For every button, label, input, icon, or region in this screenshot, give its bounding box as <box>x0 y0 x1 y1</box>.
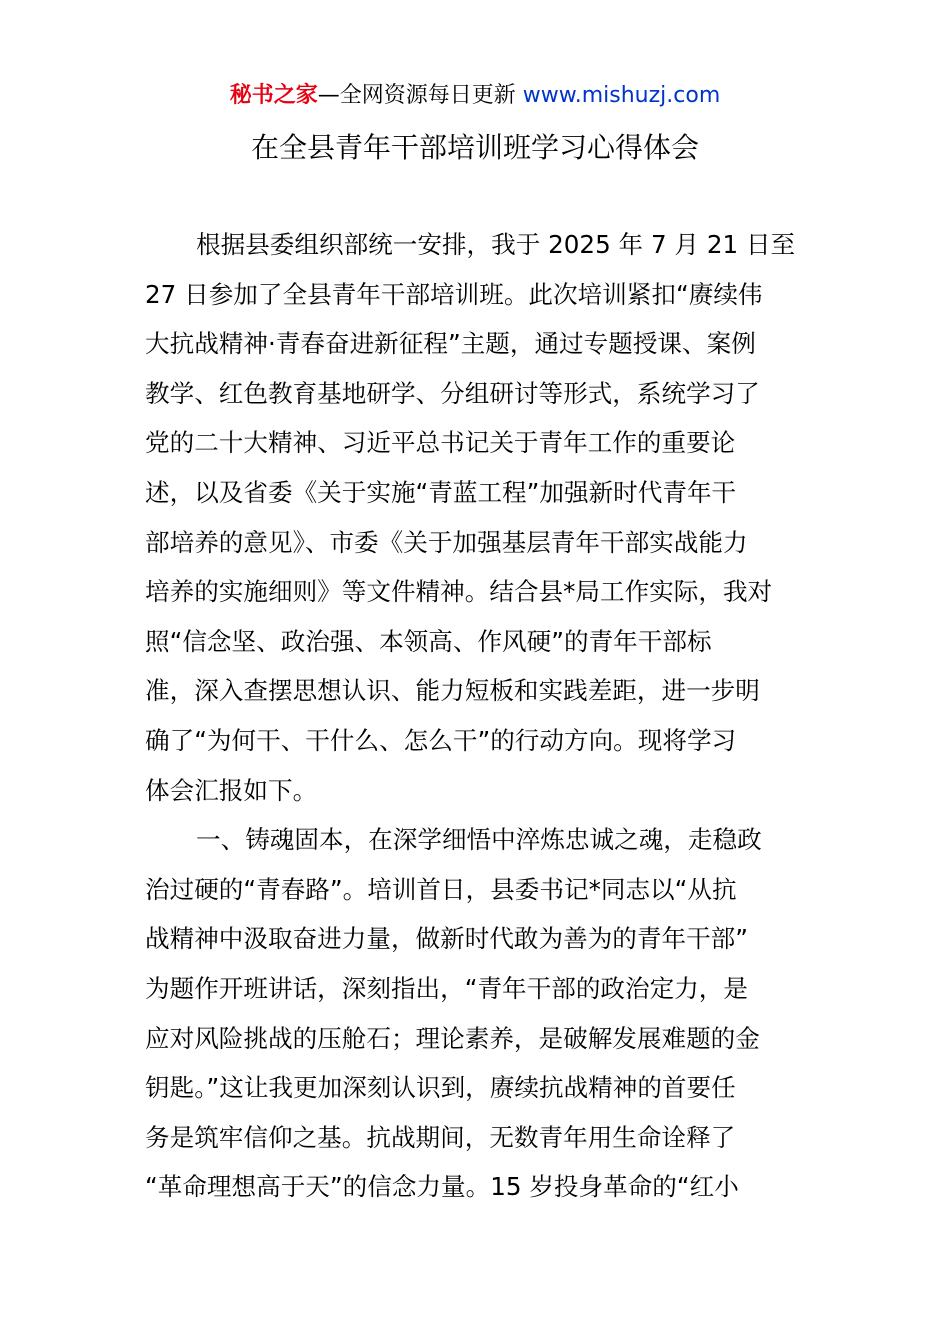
paragraph-line: 务是筑牢信仰之基。抗战期间，无数青年用生命诠释了 <box>145 1122 736 1152</box>
document-body <box>145 225 807 1217</box>
paragraph-line: 为题作开班讲话，深刻指出，“青年干部的政治定力，是 <box>145 973 748 1003</box>
paragraph-line: 确了“为何干、干什么、怎么干”的行动方向。现将学习 <box>145 725 737 755</box>
paragraph-line: 战精神中汲取奋进力量，做新时代敢为善为的青年干部” <box>145 924 748 954</box>
paragraph-line: 照“信念坚、政治强、本领高、作风硬”的青年干部标 <box>145 626 712 656</box>
paragraph-line: 党的二十大精神、习近平总书记关于青年工作的重要论 <box>145 428 736 458</box>
site-url-link[interactable]: www.mishuzj.com <box>522 83 721 108</box>
paragraph-line: 教学、红色教育基地研学、分组研讨等形式，系统学习了 <box>145 378 760 408</box>
paragraph-intro <box>145 225 807 820</box>
site-header <box>0 80 950 112</box>
paragraph-line: 应对风险挑战的压舱石；理论素养，是破解发展难题的金 <box>145 1023 760 1053</box>
paragraph-line: 培养的实施细则》等文件精神。结合县*局工作实际，我对 <box>145 577 773 607</box>
brand-name: 秘书之家 <box>229 83 318 108</box>
paragraph-line: 体会汇报如下。 <box>145 775 318 805</box>
paragraph-line: 根据县委组织部统一安排，我于 2025 年 7 月 21 日至 <box>196 230 796 259</box>
paragraph-line: 准，深入查摆思想认识、能力短板和实践差距，进一步明 <box>145 676 760 706</box>
paragraph-line: “革命理想高于天”的信念力量。15 岁投身革命的“红小 <box>145 1172 739 1202</box>
paragraph-line: 治过硬的“青春路”。培训首日，县委书记*同志以“从抗 <box>145 874 737 904</box>
paragraph-line: 27 日参加了全县青年干部培训班。此次培训紧扣“赓续伟 <box>145 279 763 309</box>
paragraph-line: 述，以及省委《关于实施“青蓝工程”加强新时代青年干 <box>145 477 737 507</box>
paragraph-section-one <box>145 820 807 1217</box>
paragraph-line: 钥匙。”这让我更加深刻认识到，赓续抗战精神的首要任 <box>145 1073 736 1103</box>
header-tagline: —全网资源每日更新 <box>317 83 523 108</box>
section-heading-line: 一、铸魂固本，在深学细悟中淬炼忠诚之魂，走稳政 <box>196 825 762 855</box>
paragraph-line: 部培养的意见》、市委《关于加强基层青年干部实战能力 <box>145 527 748 557</box>
document-title: 在全县青年干部培训班学习心得体会 <box>250 131 699 164</box>
paragraph-line: 大抗战精神·青春奋进新征程”主题，通过专题授课、案例 <box>145 329 756 359</box>
